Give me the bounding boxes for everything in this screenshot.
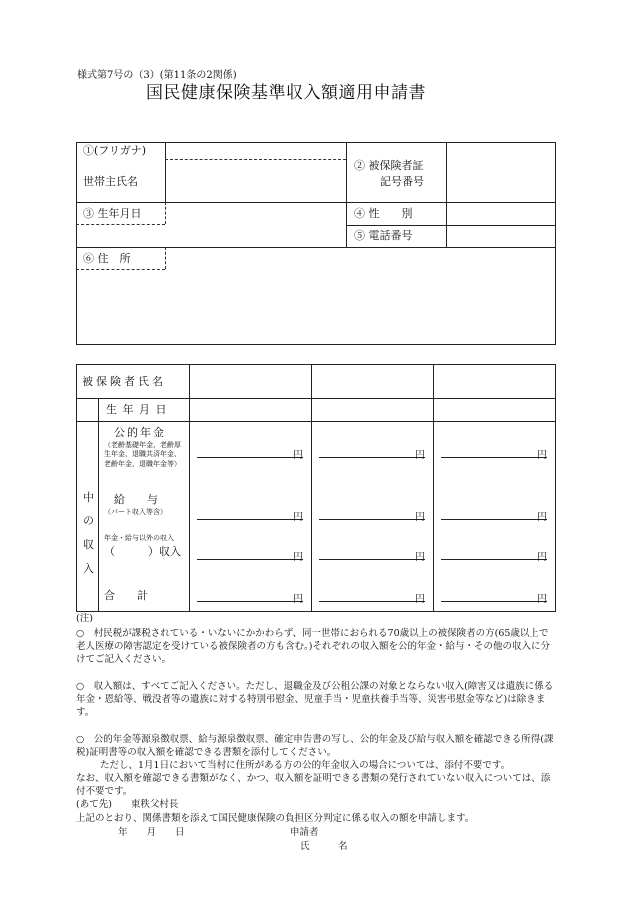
insured-card-number-label: 記号番号 — [380, 175, 424, 188]
address-field[interactable] — [77, 270, 555, 344]
applicant-name-label: 氏 名 — [300, 841, 348, 852]
other-income-note: 年金・給与以外の収入 — [104, 534, 174, 542]
salary-label: 給 与 — [114, 493, 158, 506]
form-number: 様式第7号の（3）(第11条の2関係) — [77, 70, 237, 81]
household-head-name-label: 世帯主氏名 — [83, 175, 138, 188]
insured-card-number-field[interactable] — [447, 143, 555, 201]
income-side-label-1: 中 — [83, 491, 94, 504]
amount-field[interactable]: 円 — [319, 446, 425, 458]
gender-field[interactable] — [447, 203, 555, 224]
pension-label: 公的年金 — [114, 426, 166, 439]
application-statement: 上記のとおり、関係書類を添えて国民健康保険の負担区分判定に係る収入の額を申請します。 — [76, 813, 475, 824]
applicant-name-field[interactable] — [360, 838, 550, 854]
income-side-label-4: 入 — [83, 562, 94, 575]
note-3-block — [76, 733, 556, 798]
note-1: ○ 村民税が課税されている・いないにかかわらず、同一世帯におられる70歳以上の被保険者の方(65歳以上で老人医療の障害認定を受けている被保険者の方も含む。)それぞれの収入額を公的年金・給与・その他の収入に分けてご記入ください。 — [76, 628, 550, 665]
addressee: (あて先) 東秩父村長 — [76, 799, 179, 810]
phone-label: ⑤ 電話番号 — [354, 229, 413, 242]
page-title: 国民健康保険基準収入額適用申請書 — [146, 83, 426, 103]
note-4: なお、収入額を確認できる書類がなく、かつ、収入額を証明できる書類の発行されていない収入については、添付不要です。 — [76, 773, 551, 797]
insured-card-label: ② 被保険者証 — [354, 159, 424, 172]
salary-note: （パート収入等含） — [104, 508, 167, 516]
amount-field[interactable]: 円 — [197, 446, 303, 458]
note-2: ○ 収入額は、すべてご記入ください。ただし、退職金及び公租公課の対象とならない収入(障害又は遺族に係る年金・恩給等、戦没者等の遺族に対する特別弔慰金、児童手当・児童扶養手当等、災害弔慰金等など)は除きます。 — [76, 681, 554, 718]
birthdate-field[interactable] — [166, 203, 345, 246]
note-3: ○ 公的年金等源泉徴収票、給与源泉徴収票、確定申告書の写し、公的年金及び給与収入額を確認できる所得(課税)証明書等の収入額を確認できる書類を添付してください。 — [76, 734, 554, 758]
amount-field[interactable]: 円 — [441, 446, 547, 458]
amount-field[interactable]: 円 — [441, 508, 547, 520]
address-label: ⑥ 住 所 — [83, 252, 131, 265]
phone-field[interactable] — [447, 226, 555, 246]
amount-field[interactable]: 円 — [319, 548, 425, 560]
applicant-label: 申請者 — [290, 827, 319, 838]
furigana-label: ①(フリガナ) — [83, 144, 147, 157]
total-label: 合 計 — [104, 589, 148, 602]
amount-field[interactable]: 円 — [441, 548, 547, 560]
income-table — [76, 364, 556, 612]
furigana-field[interactable] — [166, 143, 345, 158]
notes-section — [76, 627, 556, 666]
notes-heading: (注) — [76, 613, 93, 624]
note-3-exception: ただし、1月1日において当村に住所がある方の公的年金収入の場合については、添付不要です。 — [100, 760, 511, 771]
amount-field[interactable]: 円 — [319, 508, 425, 520]
amount-field[interactable]: 円 — [197, 548, 303, 560]
note-2-block — [76, 680, 556, 719]
application-date: 年 月 日 — [118, 827, 185, 838]
amount-field[interactable]: 円 — [441, 590, 547, 602]
amount-field[interactable]: 円 — [197, 590, 303, 602]
gender-label: ④ 性 別 — [354, 207, 413, 220]
income-side-label-2: の — [83, 514, 94, 527]
income-side-label-3: 収 — [83, 538, 94, 551]
amount-field[interactable]: 円 — [197, 508, 303, 520]
household-head-name-field[interactable] — [166, 160, 345, 201]
amount-field[interactable]: 円 — [319, 590, 425, 602]
birthdate-label: ③ 生年月日 — [83, 207, 142, 220]
pension-note: （老齢基礎年金、老齢厚生年金、退職共済年金、老齢年金、退職年金等） — [104, 441, 181, 468]
insured-name-label: 被保険者氏名 — [82, 375, 166, 388]
other-income-label: （ ）収入 — [104, 545, 181, 558]
birthdate-row-label: 生 年 月 日 — [106, 403, 168, 416]
